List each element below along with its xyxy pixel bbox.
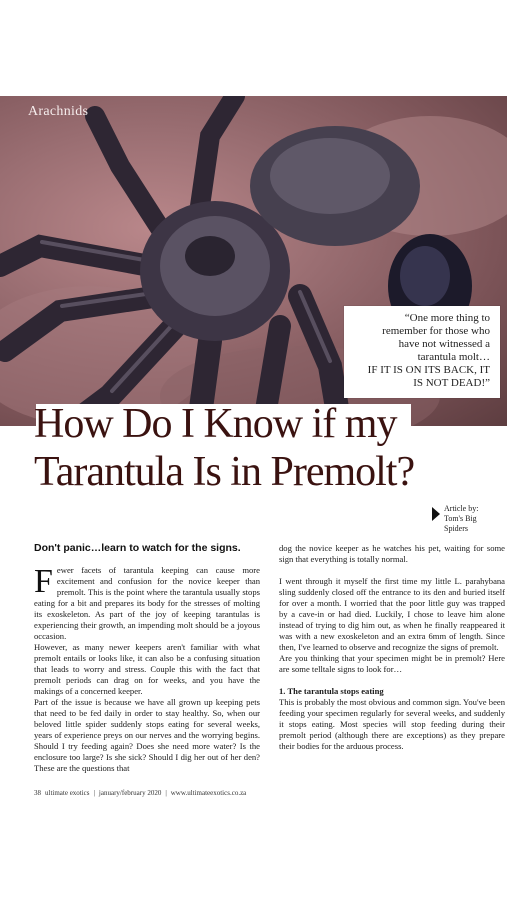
section-label: Arachnids (28, 104, 89, 119)
quote-line: IS NOT DEAD!” (413, 377, 490, 389)
magazine-name: ultimate exotics (45, 789, 90, 797)
quote-line: have not witnessed a (398, 338, 490, 350)
article-subhead: Don't panic…learn to watch for the signs. (34, 542, 241, 554)
right-column (279, 543, 505, 752)
quote-line: remember for those who (382, 325, 490, 337)
paragraph-text: ewer facets of tarantula keeping can cause more excitement and confusion for the novice keeper than premolt. This is the point where the tarantula usually stops eating for a bit and prepares its body for the stresses of molting its exoskeleton. As part of the joy of keeping tarantulas is experiencing their growth, an impending molt should be a joyous occasion. (34, 565, 260, 641)
paragraph: Are you thinking that your specimen might be in premolt? Here are some telltale signs to look for… (279, 653, 505, 674)
footer-separator: | (165, 789, 167, 797)
paragraph: I went through it myself the first time my little L. parahybana sling suddenly closed off the entrance to its den and buried itself for over a month. I worried that the poor little guy was trapped by a cave-in or had died. Luckily, I chose to leave him alone instead of trying to dig him out, as when he finally reappeared it was with a new exoskeleton and an extra 6mm of length. Since then, I've learned to observe and recognize the signs of premolt. (279, 576, 505, 652)
left-column (34, 543, 260, 774)
title-line-1: How Do I Know if my (34, 401, 397, 447)
byline-label: Article by: (444, 504, 479, 513)
issue-date: january/february 2020 (98, 789, 162, 797)
article-title (34, 400, 474, 496)
paragraph: Part of the issue is because we have all grown up keeping pets that need to be fed daily in order to stay healthy. So, when our beloved little spider suddenly stops eating for several weeks, years of experience preys on our nerves and the worrying begins. Should I try feeding again? Does she need more water? Is the enclosure too large? Is she sick? Should I dig her out of her den? These are the questions that (34, 697, 260, 773)
paragraph: This is probably the most obvious and common sign. You've been feeding your specimen regularly for several weeks, and suddenly it stops eating. Most species will stop feeding during their premolt period (although there are exceptions) as they prepare their bodies for the arduous process. (279, 697, 505, 751)
byline (444, 504, 478, 534)
title-line-2: Tarantula Is in Premolt? (34, 449, 415, 495)
byline-author-cont: Spiders (444, 524, 468, 533)
byline-author: Tom's Big (444, 514, 477, 523)
paragraph: However, as many newer keepers aren't familiar with what premolt entails or looks like, it can also be a confusing situation that leads to worry and stress. Couple this with the fact that premolt periods can drag on for weeks, and you have the makings of a concerned keeper. (34, 642, 260, 696)
footer-separator: | (93, 789, 95, 797)
section-heading: 1. The tarantula stops eating (279, 686, 384, 696)
paragraph: dog the novice keeper as he watches his pet, waiting for some sign that everything is totally normal. (279, 543, 505, 564)
page-number: 38 (34, 789, 41, 797)
spacer (279, 565, 505, 576)
page-footer (34, 789, 250, 797)
quote-line: IF IT IS ON ITS BACK, IT (367, 364, 490, 376)
quote-line: “One more thing to (404, 312, 490, 324)
pull-quote (344, 306, 500, 398)
magazine-url: www.ultimateexotics.co.za (170, 789, 247, 797)
quote-line: tarantula molt… (417, 351, 490, 363)
arrow-right-icon (432, 507, 440, 521)
drop-cap: F (34, 563, 53, 600)
paragraph (34, 565, 260, 642)
